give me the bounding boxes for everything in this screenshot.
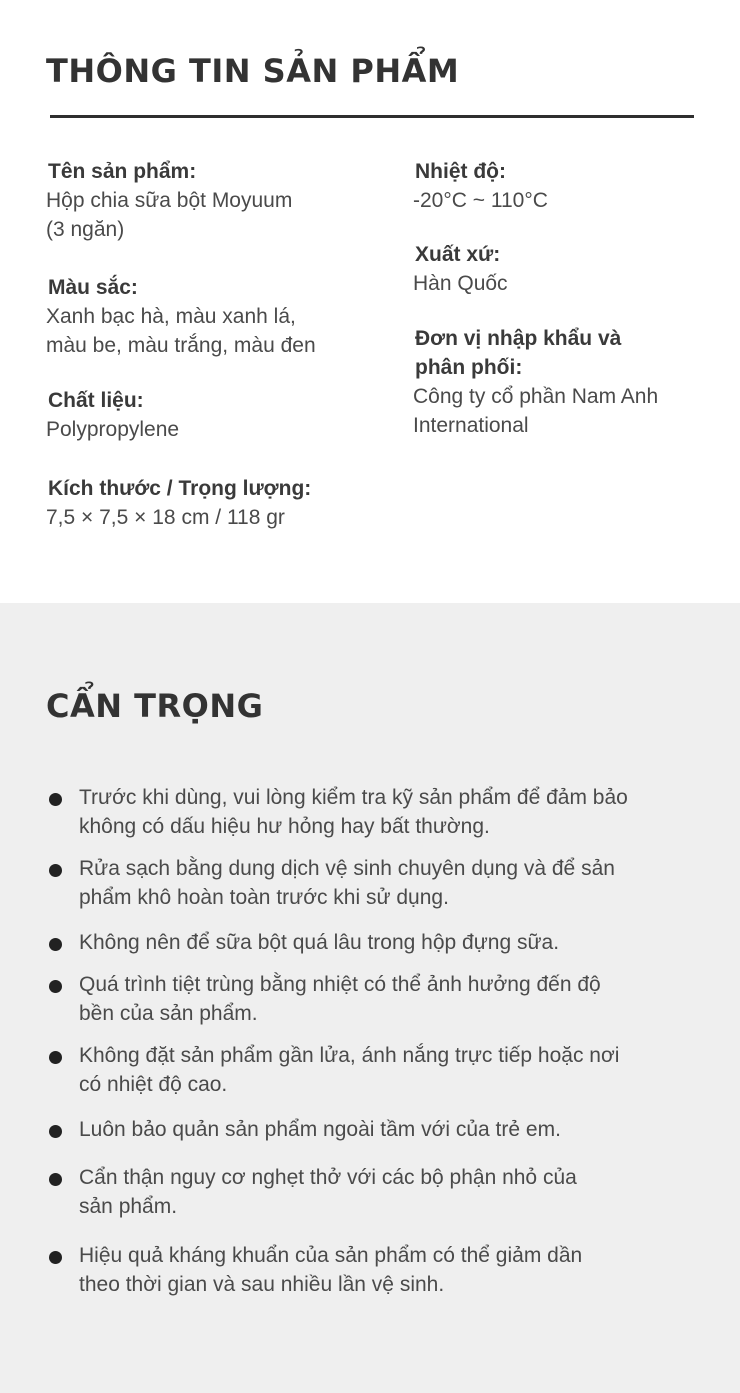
bullet-icon (49, 1125, 62, 1138)
caution-item (46, 1115, 686, 1144)
caution-text-line: Rửa sạch bằng dung dịch vệ sinh chuyên dụng và để sản (79, 857, 615, 880)
spec-value-line: màu be, màu trắng, màu đen (46, 334, 316, 357)
caution-text-line: Không đặt sản phẩm gần lửa, ánh nắng trực tiếp hoặc nơi (79, 1044, 620, 1067)
spec-value-line: Hộp chia sữa bột Moyuum (46, 189, 293, 212)
spec-label: Nhiệt độ: (415, 160, 506, 183)
bullet-icon (49, 1251, 62, 1264)
spec-label: Màu sắc: (48, 276, 138, 299)
caution-item (46, 783, 686, 841)
bullet-icon (49, 938, 62, 951)
spec-value-line: Xanh bạc hà, màu xanh lá, (46, 305, 296, 328)
spec-size-weight (46, 474, 366, 532)
product-info-title: THÔNG TIN SẢN PHẨM (46, 52, 460, 90)
spec-value-line: Hàn Quốc (413, 272, 508, 295)
caution-text-line: Quá trình tiệt trùng bằng nhiệt có thể ảnh hưởng đến độ (79, 973, 601, 996)
caution-text-line: sản phẩm. (79, 1195, 178, 1218)
caution-item (46, 1241, 686, 1299)
caution-item (46, 970, 686, 1028)
spec-material (46, 386, 366, 444)
spec-color (46, 273, 366, 360)
bullet-icon (49, 980, 62, 993)
spec-product-name (46, 157, 366, 244)
spec-value-line: Polypropylene (46, 418, 180, 441)
caution-text-line: Cẩn thận nguy cơ nghẹt thở với các bộ phận nhỏ của (79, 1166, 577, 1189)
spec-label: Chất liệu: (48, 389, 144, 412)
caution-item (46, 1163, 686, 1221)
caution-text-line: có nhiệt độ cao. (79, 1073, 228, 1096)
caution-title: CẨN TRỌNG (46, 687, 264, 725)
caution-item (46, 854, 686, 912)
spec-label-line: phân phối: (415, 356, 523, 379)
product-info-section (0, 0, 740, 603)
bullet-icon (49, 1051, 62, 1064)
spec-value-line: International (413, 414, 529, 437)
caution-text-line: Không nên để sữa bột quá lâu trong hộp đựng sữa. (79, 931, 560, 954)
caution-text-line: Luôn bảo quản sản phẩm ngoài tầm với của trẻ em. (79, 1118, 561, 1141)
caution-section (0, 603, 740, 1393)
caution-text-line: Trước khi dùng, vui lòng kiểm tra kỹ sản phẩm để đảm bảo (79, 786, 628, 809)
bullet-icon (49, 793, 62, 806)
spec-label: Tên sản phẩm: (48, 160, 197, 183)
title-divider (50, 115, 694, 118)
caution-text-line: phẩm khô hoàn toàn trước khi sử dụng. (79, 886, 449, 909)
spec-value-line: -20°C ~ 110°C (413, 189, 548, 212)
spec-label: Xuất xứ: (415, 243, 501, 266)
spec-value-line: (3 ngăn) (46, 218, 125, 241)
spec-label-line: Đơn vị nhập khẩu và (415, 327, 622, 350)
spec-value-line: Công ty cổ phần Nam Anh (413, 385, 659, 408)
caution-item (46, 928, 686, 957)
spec-importer (413, 324, 733, 440)
spec-origin (413, 240, 733, 298)
bullet-icon (49, 1173, 62, 1186)
caution-text-line: bền của sản phẩm. (79, 1002, 258, 1025)
bullet-icon (49, 864, 62, 877)
caution-text-line: Hiệu quả kháng khuẩn của sản phẩm có thể giảm dần (79, 1244, 583, 1267)
caution-text-line: không có dấu hiệu hư hỏng hay bất thường. (79, 815, 490, 838)
spec-value-line: 7,5 × 7,5 × 18 cm / 118 gr (46, 506, 285, 529)
spec-label: Kích thước / Trọng lượng: (48, 477, 312, 500)
spec-temperature (413, 157, 733, 215)
caution-text-line: theo thời gian và sau nhiều lần vệ sinh. (79, 1273, 445, 1296)
caution-item (46, 1041, 686, 1099)
